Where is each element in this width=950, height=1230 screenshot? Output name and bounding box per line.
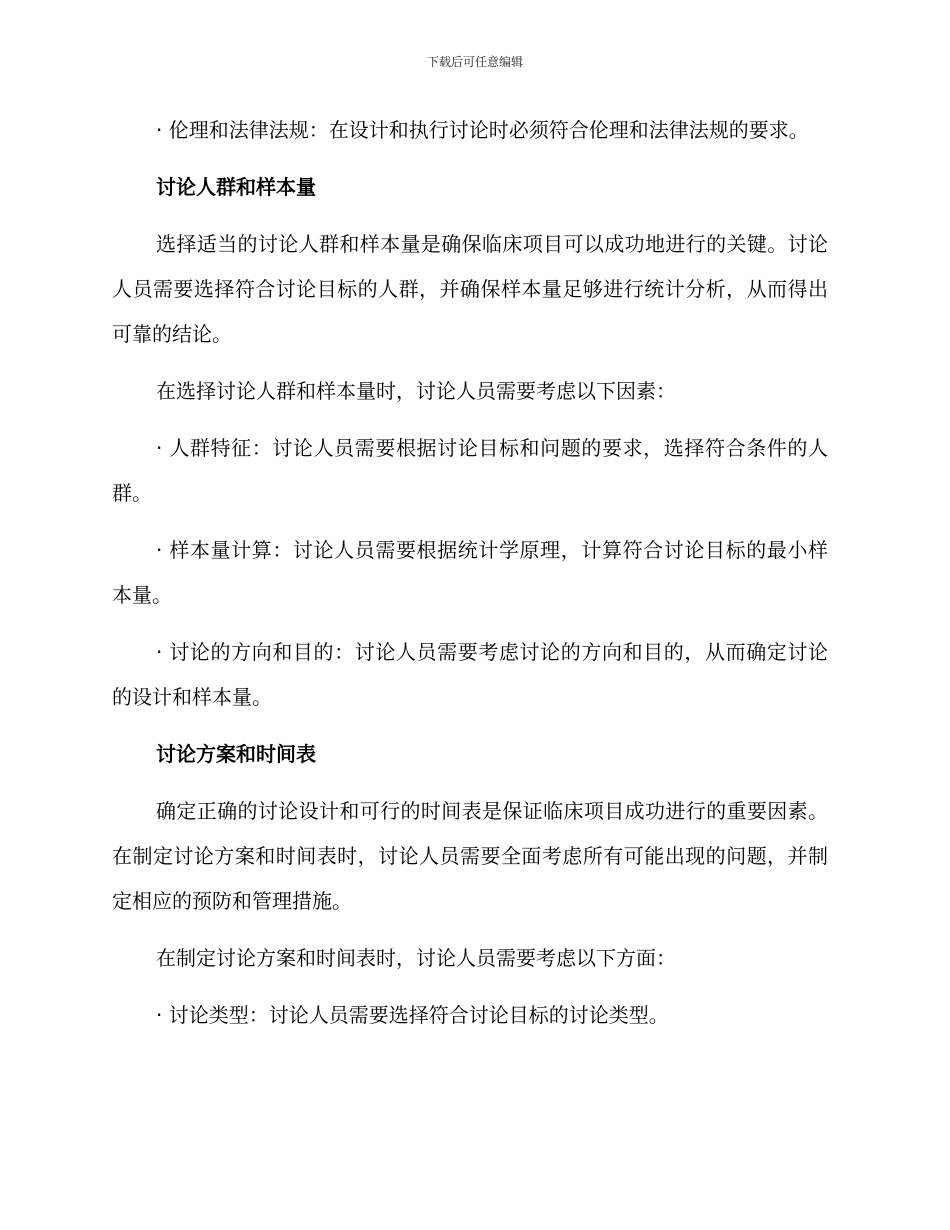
section-heading-population-sample: 讨论人群和样本量: [156, 175, 316, 199]
paragraph-population-intro: 选择适当的讨论人群和样本量是确保临床项目可以成功地进行的关键。讨论人员需要选择符合讨论目标的人群，并确保样本量足够进行统计分析，从而得出可靠的结论。: [112, 232, 828, 346]
section-heading-plan-timeline: 讨论方案和时间表: [156, 742, 316, 766]
page-header: 下载后可任意编辑: [426, 55, 523, 69]
paragraph-plan-intro: 确定正确的讨论设计和可行的时间表是保证临床项目成功进行的重要因素。在制定讨论方案和时间表时，讨论人员需要全面考虑所有可能出现的问题，并制定相应的预防和管理措施。: [112, 799, 828, 913]
paragraph-sample-size-calculation: · 样本量计算：讨论人员需要根据统计学原理，计算符合讨论目标的最小样本量。: [112, 538, 828, 607]
paragraph-population-characteristics: · 人群特征：讨论人员需要根据讨论目标和问题的要求，选择符合条件的人群。: [112, 436, 828, 505]
paragraph-study-type: · 讨论类型：讨论人员需要选择符合讨论目标的讨论类型。: [156, 1003, 669, 1027]
paragraph-direction-purpose: · 讨论的方向和目的：讨论人员需要考虑讨论的方向和目的，从而确定讨论的设计和样本量。: [112, 640, 828, 709]
paragraph-population-factors: 在选择讨论人群和样本量时，讨论人员需要考虑以下因素：: [156, 379, 676, 403]
document-body: [112, 108, 828, 1050]
paragraph-plan-aspects: 在制定讨论方案和时间表时，讨论人员需要考虑以下方面：: [156, 946, 676, 970]
paragraph-ethics-law: · 伦理和法律法规：在设计和执行讨论时必须符合伦理和法律法规的要求。: [156, 118, 809, 142]
